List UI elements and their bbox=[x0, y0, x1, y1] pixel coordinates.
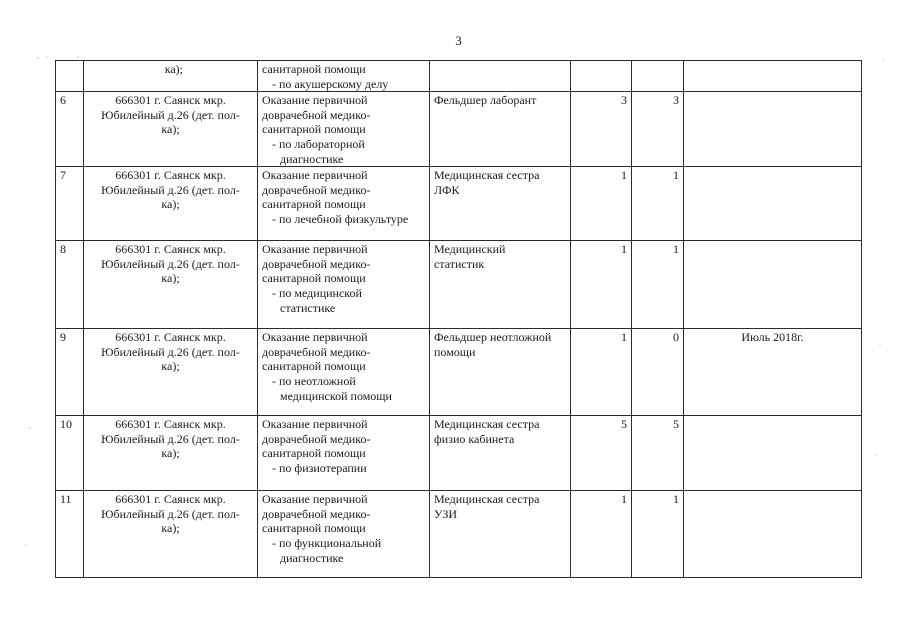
service-line: доврачебной медико- bbox=[262, 431, 371, 446]
count-1-value: 3 bbox=[621, 93, 627, 108]
cell-count-1 bbox=[571, 416, 632, 491]
table-row bbox=[56, 241, 862, 329]
service-line: санитарной помощи bbox=[262, 359, 366, 374]
service-line: - по физиотерапии bbox=[272, 460, 367, 475]
address-line: Юбилейный д.26 (дет. пол- bbox=[101, 506, 240, 521]
cell-num bbox=[56, 92, 84, 167]
table-row bbox=[56, 491, 862, 578]
cell-address bbox=[84, 416, 258, 491]
service-line: Оказание первичной bbox=[262, 242, 368, 257]
address-line: 666301 г. Саянск мкр. bbox=[115, 330, 226, 345]
page-number: 3 bbox=[455, 33, 462, 48]
service-line: санитарной помощи bbox=[262, 62, 366, 76]
service-line: медицинской помощи bbox=[280, 388, 392, 403]
cell-date bbox=[684, 92, 862, 167]
service-line: Оказание первичной bbox=[262, 492, 368, 507]
service-line: - по акушерскому делу bbox=[272, 76, 389, 91]
service-line: санитарной помощи bbox=[262, 271, 366, 286]
cell-date bbox=[684, 416, 862, 491]
cell-date bbox=[684, 491, 862, 578]
table-row bbox=[56, 92, 862, 167]
count-1-value: 1 bbox=[621, 242, 627, 257]
cell-num bbox=[56, 241, 84, 329]
service-line: диагностике bbox=[280, 151, 344, 166]
cell-count-2 bbox=[632, 329, 684, 416]
cell-service bbox=[258, 241, 430, 329]
count-1-value: 1 bbox=[621, 168, 627, 183]
cell-position bbox=[430, 167, 571, 241]
cell-num bbox=[56, 491, 84, 578]
service-line: Оказание первичной bbox=[262, 168, 368, 183]
service-line: статистике bbox=[280, 300, 336, 315]
row-number: 11 bbox=[60, 492, 72, 507]
service-line: санитарной помощи bbox=[262, 122, 366, 137]
table-row bbox=[56, 329, 862, 416]
service-line: - по медицинской bbox=[272, 285, 362, 300]
cell-date bbox=[684, 61, 862, 92]
row-number: 8 bbox=[60, 242, 66, 257]
count-2-value: 1 bbox=[673, 242, 679, 257]
position-line: Медицинская сестра bbox=[434, 168, 540, 183]
cell-num bbox=[56, 416, 84, 491]
service-line: Оказание первичной bbox=[262, 93, 368, 108]
position-line: УЗИ bbox=[434, 506, 458, 521]
cell-count-2 bbox=[632, 491, 684, 578]
address-line: Юбилейный д.26 (дет. пол- bbox=[101, 431, 240, 446]
address-line: Юбилейный д.26 (дет. пол- bbox=[101, 182, 240, 197]
table-row bbox=[56, 167, 862, 241]
cell-service bbox=[258, 167, 430, 241]
address-line: Юбилейный д.26 (дет. пол- bbox=[101, 256, 240, 271]
cell-count-1 bbox=[571, 491, 632, 578]
cell-num bbox=[56, 61, 84, 92]
address-line: 666301 г. Саянск мкр. bbox=[115, 93, 226, 108]
service-line: доврачебной медико- bbox=[262, 256, 371, 271]
address-line: ка); bbox=[164, 62, 183, 76]
count-2-value: 0 bbox=[673, 330, 679, 345]
cell-count-1 bbox=[571, 329, 632, 416]
cell-num bbox=[56, 329, 84, 416]
address-line: Юбилейный д.26 (дет. пол- bbox=[101, 107, 240, 122]
position-line: ЛФК bbox=[434, 182, 460, 197]
cell-count-2 bbox=[632, 61, 684, 92]
address-line: Юбилейный д.26 (дет. пол- bbox=[101, 344, 240, 359]
cell-date bbox=[684, 167, 862, 241]
service-line: - по лабораторной bbox=[272, 136, 365, 151]
service-line: доврачебной медико- bbox=[262, 107, 371, 122]
service-line: - по лечебной физкультуре bbox=[272, 211, 409, 226]
cell-date bbox=[684, 241, 862, 329]
cell-count-1 bbox=[571, 61, 632, 92]
position-line: Медицинский bbox=[434, 242, 506, 257]
position-line: Фельдшер неотложной bbox=[434, 330, 552, 345]
address-line: 666301 г. Саянск мкр. bbox=[115, 168, 226, 183]
service-line: Оказание первичной bbox=[262, 330, 368, 345]
cell-service bbox=[258, 329, 430, 416]
service-line: - по неотложной bbox=[272, 373, 356, 388]
cell-position bbox=[430, 416, 571, 491]
row-number: 7 bbox=[60, 168, 66, 183]
staff-table bbox=[55, 60, 862, 578]
row-number: 10 bbox=[60, 417, 72, 432]
count-1-value: 1 bbox=[621, 492, 627, 507]
cell-count-1 bbox=[571, 92, 632, 167]
count-2-value: 1 bbox=[673, 168, 679, 183]
cell-address bbox=[84, 241, 258, 329]
position-line: Медицинская сестра bbox=[434, 417, 540, 432]
cell-address bbox=[84, 61, 258, 92]
cell-service bbox=[258, 61, 430, 92]
cell-position bbox=[430, 241, 571, 329]
address-line: 666301 г. Саянск мкр. bbox=[115, 492, 226, 507]
position-line: помощи bbox=[434, 344, 476, 359]
cell-count-2 bbox=[632, 241, 684, 329]
address-line: ка); bbox=[161, 271, 180, 286]
address-line: ка); bbox=[161, 521, 180, 536]
service-line: санитарной помощи bbox=[262, 446, 366, 461]
cell-position bbox=[430, 61, 571, 92]
count-2-value: 3 bbox=[673, 93, 679, 108]
address-line: 666301 г. Саянск мкр. bbox=[115, 242, 226, 257]
cell-address bbox=[84, 329, 258, 416]
row-number: 9 bbox=[60, 330, 66, 345]
table-row-continuation bbox=[56, 61, 862, 92]
row-number: 6 bbox=[60, 93, 66, 108]
cell-service bbox=[258, 92, 430, 167]
service-line: доврачебной медико- bbox=[262, 182, 371, 197]
cell-position bbox=[430, 92, 571, 167]
position-line: Фельдшер лаборант bbox=[434, 93, 537, 108]
cell-num bbox=[56, 167, 84, 241]
cell-service bbox=[258, 491, 430, 578]
service-line: санитарной помощи bbox=[262, 521, 366, 536]
cell-address bbox=[84, 491, 258, 578]
cell-address bbox=[84, 92, 258, 167]
cell-count-2 bbox=[632, 167, 684, 241]
cell-count-1 bbox=[571, 241, 632, 329]
service-line: - по функциональной bbox=[272, 535, 382, 550]
address-line: ка); bbox=[161, 359, 180, 374]
count-1-value: 1 bbox=[621, 330, 627, 345]
service-line: доврачебной медико- bbox=[262, 344, 371, 359]
cell-count-2 bbox=[632, 92, 684, 167]
count-1-value: 5 bbox=[621, 417, 627, 432]
count-2-value: 1 bbox=[673, 492, 679, 507]
service-line: санитарной помощи bbox=[262, 197, 366, 212]
address-line: ка); bbox=[161, 446, 180, 461]
count-2-value: 5 bbox=[673, 417, 679, 432]
cell-position bbox=[430, 491, 571, 578]
cell-position bbox=[430, 329, 571, 416]
cell-count-2 bbox=[632, 416, 684, 491]
address-line: ка); bbox=[161, 122, 180, 137]
table-row bbox=[56, 416, 862, 491]
position-line: статистик bbox=[434, 256, 485, 271]
service-line: доврачебной медико- bbox=[262, 506, 371, 521]
address-line: ка); bbox=[161, 197, 180, 212]
date-value: Июль 2018г. bbox=[741, 330, 804, 345]
service-line: диагностике bbox=[280, 550, 344, 565]
cell-date bbox=[684, 329, 862, 416]
position-line: физио кабинета bbox=[434, 431, 515, 446]
cell-count-1 bbox=[571, 167, 632, 241]
position-line: Медицинская сестра bbox=[434, 492, 540, 507]
cell-address bbox=[84, 167, 258, 241]
address-line: 666301 г. Саянск мкр. bbox=[115, 417, 226, 432]
service-line: Оказание первичной bbox=[262, 417, 368, 432]
cell-service bbox=[258, 416, 430, 491]
